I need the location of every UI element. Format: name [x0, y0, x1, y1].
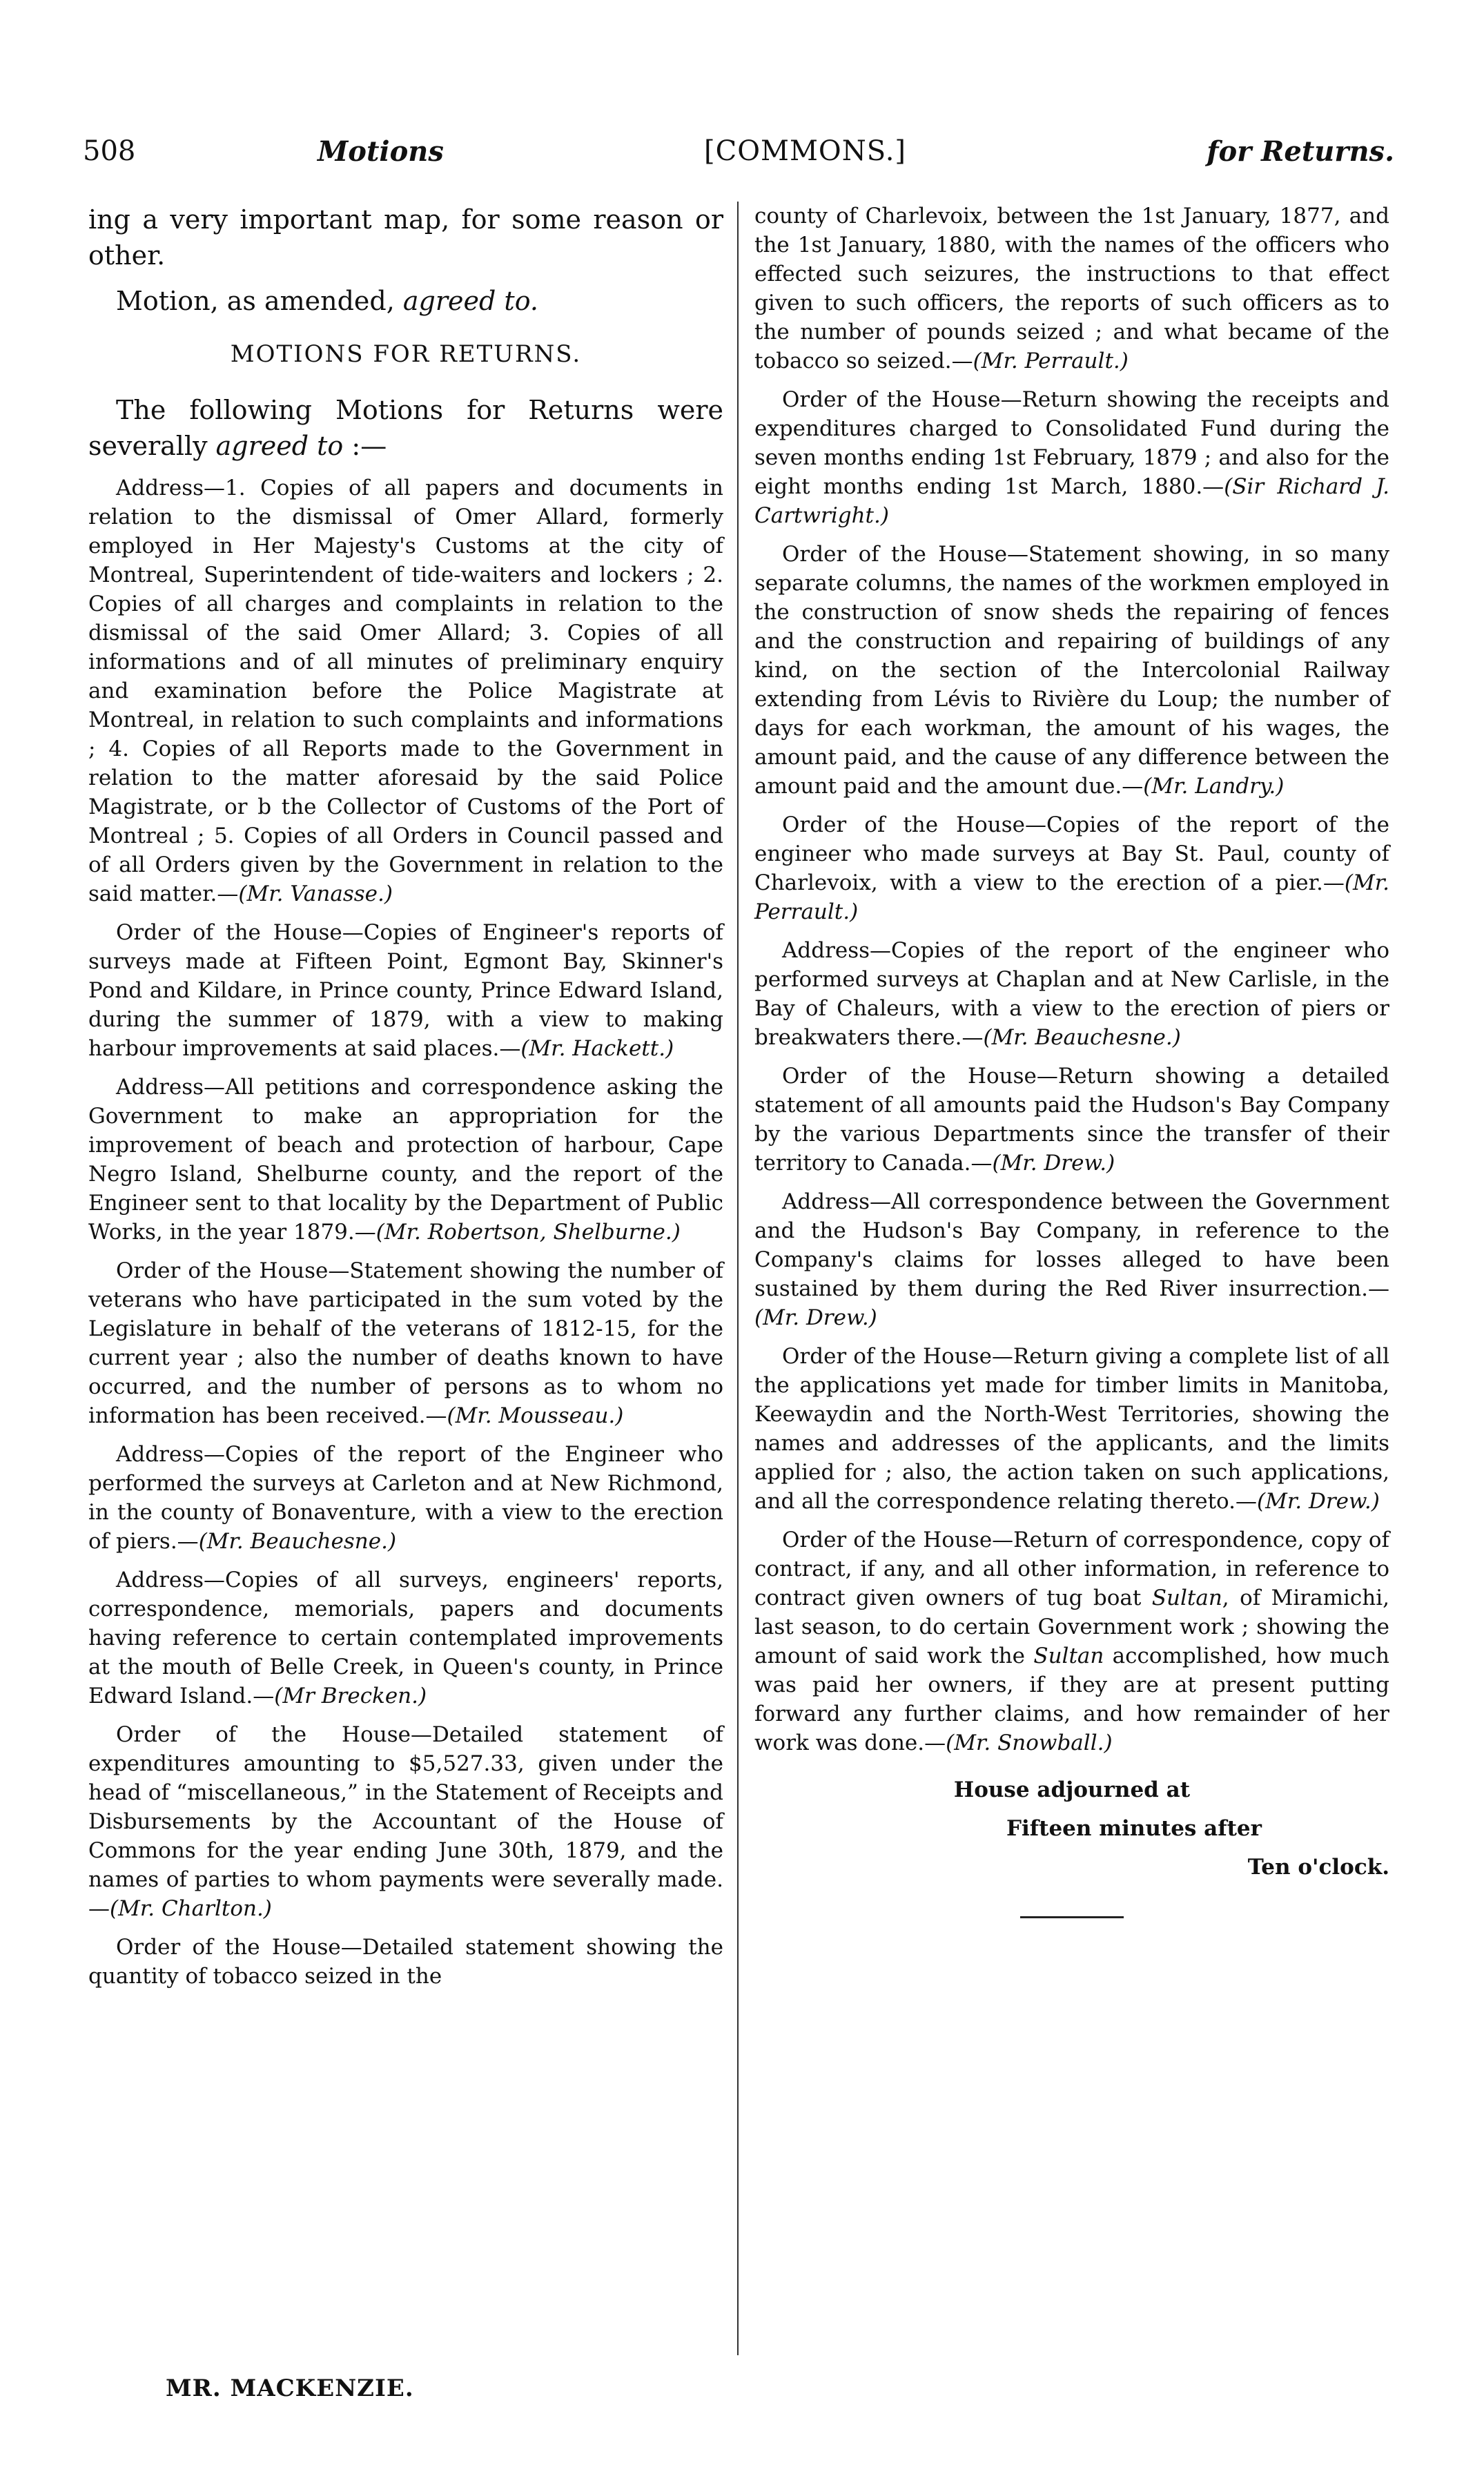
running-title-left: Motions — [318, 135, 444, 168]
mover-name: (Mr. Robertson, Shelburne.) — [375, 1220, 681, 1245]
lead-paragraph: The following Motions for Returns were severally agreed to :— — [88, 395, 723, 461]
motion-entry: Order of the House—Return showing the receipts and expenditures charged to Consolidated Fund during the seven months ending 1st February, 1879 ; and also for the eight months ending 1st March, 1880.—(Sir Richard J. Cartwright.) — [754, 387, 1389, 528]
motion-entry: Order of the House—Copies of Engineer's reports of surveys made at Fifteen Point, Egmont Bay, Skinner's Pond and Kildare, in Prince county, Prince Edward Island, during the summer of 1879, with a view to making harbour improvements at said places.—(Mr. Hackett.) — [88, 920, 723, 1061]
running-title-center: [COMMONS.] — [704, 135, 907, 167]
motion-entry: Address—Copies of the report of the engineer who performed surveys at Chaplan and at New Carlisle, in the Bay of Chaleurs, with a view to the erection of piers or breakwaters there.—(Mr. Beauchesne.) — [754, 938, 1389, 1050]
closing-rule — [1020, 1916, 1124, 1918]
mover-name: (Mr. Vanasse.) — [238, 881, 393, 906]
mover-name: (Mr. Drew.) — [1257, 1489, 1380, 1514]
mover-name: (Mr. Mousseau.) — [447, 1403, 624, 1428]
adjournment-line-3: Ten o'clock. — [1247, 1855, 1389, 1880]
mover-name: (Mr. Landry.) — [1143, 774, 1285, 799]
vessel-name: Sultan — [1151, 1586, 1222, 1610]
footer-speaker: MR. MACKENZIE. — [166, 2375, 414, 2402]
motion-entry: Address—1. Copies of all papers and documents in relation to the dismissal of Omer Allard, formerly employed in Her Majesty's Customs at the city of Montreal, Superintendent of tide-waiters and lockers ; 2. Copies of all charges and complaints in relation to the dismissal of the said Omer Allard; 3. Copies of all informations and of all minutes of preliminary enquiry and examination before the Police Magistrate at Montreal, in relation to such complaints and informations ; 4. Copies of all Reports made to the Government in relation to the matter aforesaid by the said Police Magistrate, or b the Collector of Customs of the Port of Montreal ; 5. Copies of all Orders in Council passed and of all Orders given by the Government in relation to the said matter.—(Mr. Vanasse.) — [88, 476, 723, 906]
intro-paragraph: ing a very important map, for some reason or other. — [88, 204, 723, 271]
motion-entry: Address—Copies of all surveys, engineers' reports, correspondence, memorials, papers and documents having reference to certain contemplated improvements at the mouth of Belle Creek, in Queen's county, in Prince Edward Island.—(Mr Brecken.) — [88, 1568, 723, 1708]
motion-entry: Address—Copies of the report of the Engineer who performed the surveys at Carleton and at New Richmond, in the county of Bonaventure, with a view to the erection of piers.—(Mr. Beauchesne.) — [88, 1442, 723, 1554]
motion-agreed: Motion, as amended, agreed to. — [116, 286, 538, 316]
motion-entry-continued: county of Charlevoix, between the 1st January, 1877, and the 1st January, 1880, with the names of the officers who effected such seizures, the instructions to that effect given to such officers, the reports of such officers as to the number of pounds seized ; and what became of the tobacco so seized.—(Mr. Perrault.) — [754, 204, 1389, 373]
mover-name: (Mr. Charlton.) — [110, 1896, 272, 1921]
mover-name: (Mr Brecken.) — [274, 1684, 427, 1708]
mover-name: (Mr. Hackett.) — [520, 1036, 674, 1061]
page-number: 508 — [83, 135, 136, 167]
mover-name: (Mr. Beauchesne.) — [198, 1529, 397, 1554]
running-title-right: for Returns. — [1207, 135, 1394, 168]
vessel-name: Sultan — [1033, 1644, 1104, 1668]
adjournment-line-1: House adjourned at — [953, 1777, 1191, 1802]
motion-entry: Order of the House—Return of correspondence, copy of contract, if any, and all other information, in reference to contract given owners of tug boat Sultan, of Miramichi, last season, to do certain Government work ; showing the amount of said work the Sultan accomplished, how much was paid her owners, if they are at present putting forward any further claims, and how remainder of her work was done.—(Mr. Snowball.) — [754, 1528, 1389, 1755]
left-column — [88, 202, 723, 2000]
motion-entry: Order of the House—Detailed statement of expenditures amounting to $5,527.33, given under the head of “miscellaneous,” in the Statement of Receipts and Disbursements by the Accountant of the House of Commons for the year ending June 30th, 1879, and the names of parties to whom payments were severally made.—(Mr. Charlton.) — [88, 1722, 723, 1921]
motion-entry: Order of the House—Statement showing, in so many separate columns, the names of the workmen employed in the construction of snow sheds the repairing of fences and the construction and repairing of buildings of any kind, on the section of the Intercolonial Railway extending from Lévis to Rivière du Loup; the number of days for each workman, the amount of his wages, the amount paid, and the cause of any difference between the amount paid and the amount due.—(Mr. Landry.) — [754, 542, 1389, 799]
motion-entry: Order of the House—Detailed statement showing the quantity of tobacco seized in the — [88, 1935, 723, 1989]
right-column — [754, 202, 1389, 1918]
page-header — [83, 135, 1394, 177]
mover-name: (Mr. Perrault.) — [973, 349, 1129, 373]
mover-name: (Mr. Snowball.) — [946, 1731, 1113, 1755]
mover-name: (Mr. Drew.) — [992, 1151, 1115, 1176]
column-rule — [737, 202, 739, 2355]
mover-name: (Mr. Drew.) — [754, 1305, 877, 1330]
motion-entry: Order of the House—Statement showing the number of veterans who have participated in the sum voted by the Legislature in behalf of the veterans of 1812-15, for the current year ; also the number of deaths known to have occurred, and the number of persons as to whom no information has been received.—(Mr. Mousseau.) — [88, 1258, 723, 1428]
adjournment-line-2: Fifteen minutes after — [1006, 1816, 1262, 1841]
motion-entry: Address—All petitions and correspondence asking the Government to make an appropriation for the improvement of beach and protection of harbour, Cape Negro Island, Shelburne county, and the report of the Engineer sent to that locality by the Department of Public Works, in the year 1879.—(Mr. Robertson, Shelburne.) — [88, 1075, 723, 1245]
motion-entry: Order of the House—Return showing a detailed statement of all amounts paid the Hudson's Bay Company by the various Departments since the transfer of their territory to Canada.—(Mr. Drew.) — [754, 1064, 1389, 1176]
mover-name: (Mr. Perrault.) — [754, 870, 1389, 924]
mover-name: (Sir Richard J. Cartwright.) — [754, 474, 1389, 528]
motion-entry: Order of the House—Copies of the report of the engineer who made surveys at Bay St. Paul, county of Charlevoix, with a view to the erection of a pier.—(Mr. Perrault.) — [754, 812, 1389, 924]
mover-name: (Mr. Beauchesne.) — [983, 1025, 1181, 1050]
motion-entry: Address—All correspondence between the Government and the Hudson's Bay Company, in reference to the Company's claims for losses alleged to have been sustained by them during the Red River insurrection.—(Mr. Drew.) — [754, 1189, 1389, 1330]
section-heading: MOTIONS FOR RETURNS. — [230, 340, 582, 368]
motion-entry: Order of the House—Return giving a complete list of all the applications yet made for timber limits in Manitoba, Keewaydin and the North-West Territories, showing the names and addresses of the applicants, and the limits applied for ; also, the action taken on such applications, and all the correspondence relating thereto.—(Mr. Drew.) — [754, 1344, 1389, 1514]
